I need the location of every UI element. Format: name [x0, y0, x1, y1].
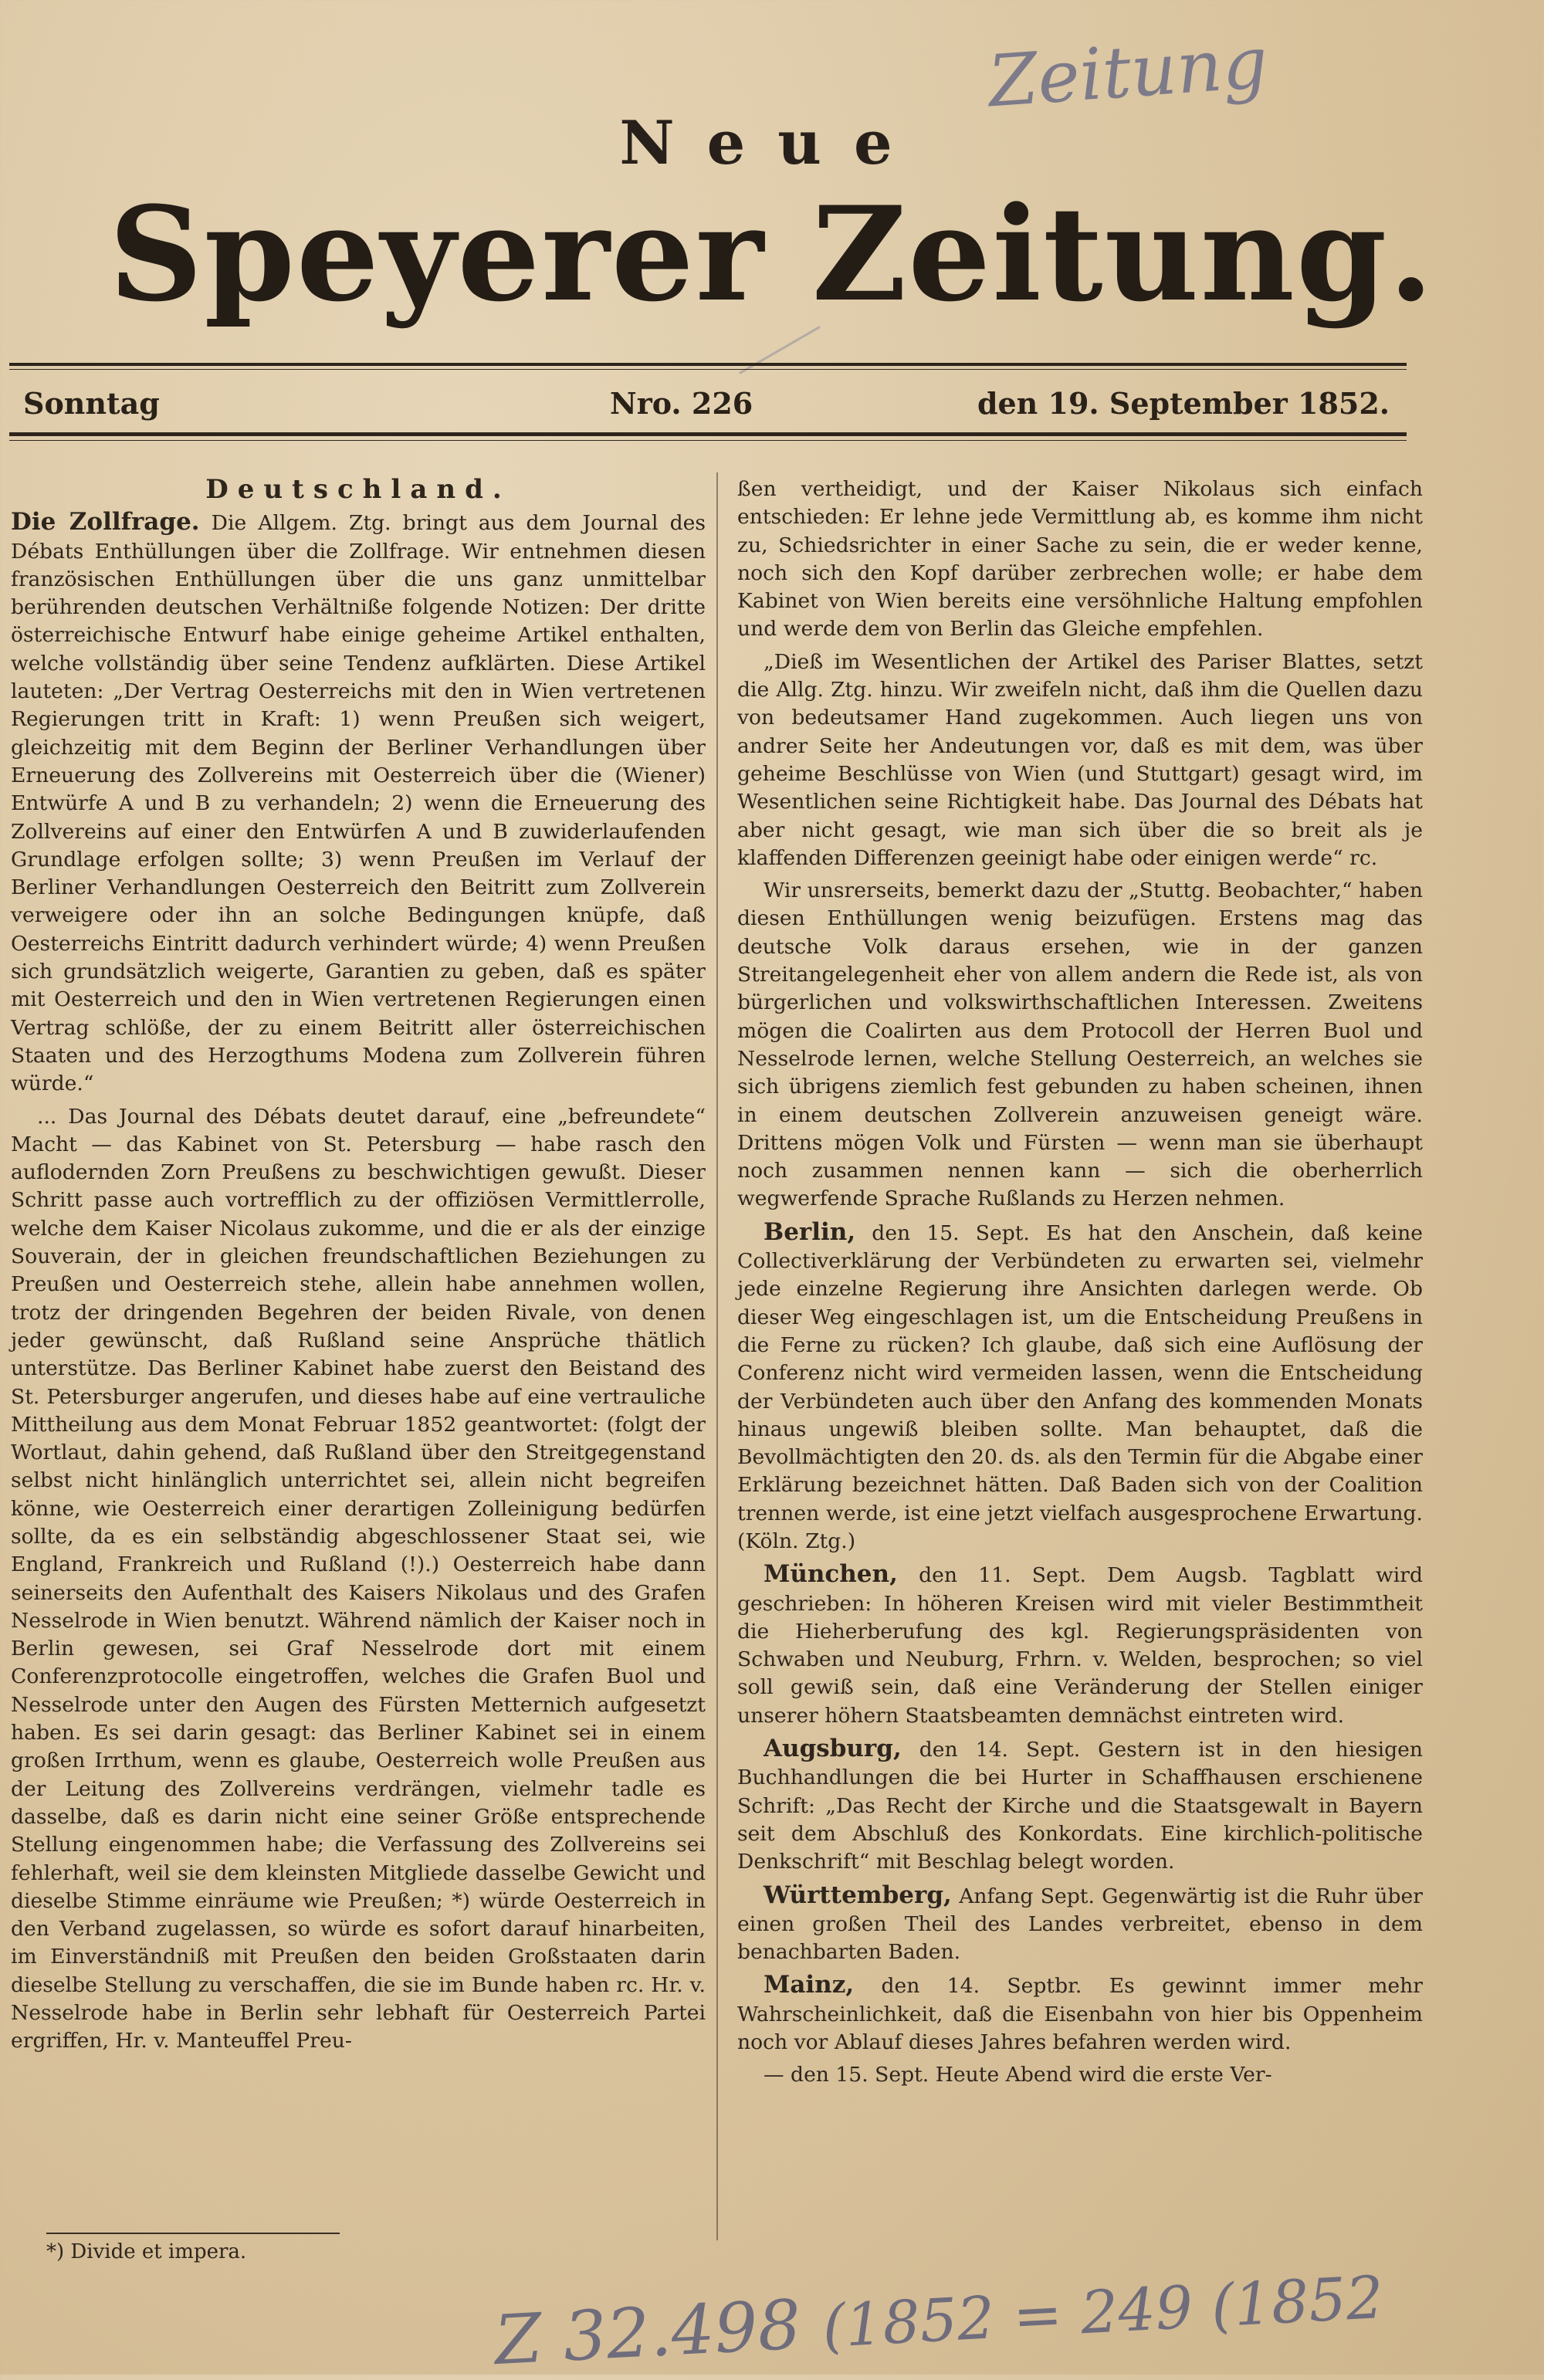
article-text: den 15. Sept. Es hat den Anschein, daß keine Collectiverklärung der Verbündeten zu erwarten sei, vielmehr jede einzelne Regierung ihre Ansichten darlegen werde. Ob dieser Weg eingeschlagen ist, um die Entscheidung Preußens in die Ferne zu rücken? Ich glaube, daß sich eine Auflösung der Conferenz nicht wird vermeiden lassen, wenn die Entscheidung der Verbündeten auch über den Anfang des kommenden Monats hinaus ungewiß bleiben sollte. Man behauptet, daß die Bevollmächtigten den 20. ds. als den Termin für die Abgabe einer Erklärung bezeichnet hätten. Daß Baden sich von der Coalition trennen werde, ist eine jetzt vielfach ausgesprochene Erwartung. (Köln. Ztg.) — [737, 1220, 1423, 1553]
article-augsburg — [737, 1735, 1423, 1876]
issue-number: Nro. 226 — [610, 386, 753, 421]
footnote: *) Divide et impera. — [46, 2240, 247, 2263]
article-keyword: Augsburg, — [764, 1735, 902, 1763]
top-rule-thin — [9, 369, 1407, 370]
article-text: den 14. Septbr. Es gewinnt immer mehr Wahrscheinlichkeit, daß die Eisenbahn von hier bis Oppenheim noch vor Ablauf dieses Jahres befahren werden wird. — [737, 1974, 1423, 2055]
dateline — [23, 386, 1390, 432]
masthead-line1: Neue — [619, 108, 925, 178]
article-paragraph: ... Das Journal des Débats deutet darauf, eine „befreundete“ Macht — das Kabinet von St. Petersburg — habe rasch den auflodernden Zorn Preußens zu beschwichtigen gewußt. Dieser Schritt passe auch vortrefflich zu der offiziösen Vermittlerrolle, welche dem Kaiser Nicolaus zukomme, und die er als der einzige Souverain, der in gleichen freundschaftlichen Beziehungen zu Preußen und Oesterreich stehe, allein habe annehmen wollen, trotz der dringenden Begehren der beiden Rivale, von denen jeder gewünscht, daß Rußland seine Ansprüche thätlich unterstütze. Das Berliner Kabinet habe zuerst den Beistand des St. Petersburger angerufen, und dieses habe auf eine vertrauliche Mittheilung aus dem Monat Februar 1852 geantwortet: (folgt der Wortlaut, dahin gehend, daß Rußland über den Streitgegenstand selbst nicht hinlänglich unterrichtet sei, allein nicht begreifen könne, wie Oesterreich einer derartigen Zolleinigung bedürfen sollte, da es ein selbständig abgeschlossener Staat sei, wie England, Frankreich und Rußland (!).) Oesterreich habe dann seinerseits den Aufenthalt des Kaisers Nikolaus und des Grafen Nesselrode in Wien benutzt. Während nämlich der Kaiser noch in Berlin gewesen, sei Graf Nesselrode dort mit einem Conferenzprotocolle eingetroffen, welches die Grafen Buol und Nesselrode unter den Augen des Fürsten Metternich aufgesetzt haben. Es sei darin gesagt: das Berliner Kabinet sei in einem großen Irrthum, wenn es glaube, Oesterreich wolle Preußen aus der Leitung des Zollvereins verdrängen, vielmehr tadle es dasselbe, daß es darin nicht eine seiner Größe entsprechende Stellung eingenommen habe; die Verfassung des Zollvereins sei fehlerhaft, weil sie dem kleinsten Mitgliede dasselbe Gewicht und dieselbe Stimme einräume wie Preußen; *) würde Oesterreich in den Verband zugelassen, so würde es sofort darauf hinarbeiten, im Einverständniß mit Preußen den beiden Großstaaten darin dieselbe Stellung zu verschaffen, die sie im Bunde haben rc. Hr. v. Nesselrode habe in Berlin sehr lebhaft für Oesterreich Partei ergriffen, Hr. v. Manteuffel Preu- — [11, 1104, 706, 2053]
section-heading: Deutschland. — [205, 474, 511, 505]
article-text: Die Allgem. Ztg. bringt aus dem Journal des Débats Enthüllungen über die Zollfrage. Wir entnehmen diesen französischen Enthüllungen über die uns ganz unmittelbar berührenden deutschen Verhältniße folgende Notizen: Der dritte österreichische Entwurf habe einige geheime Artikel enthalten, welche vollständig über seine Tendenz aufklärten. Diese Artikel lauteten: „Der Vertrag Oesterreichs mit den in Wien vertretenen Regierungen tritt in Kraft: 1) wenn Preußen sich weigert, gleichzeitig mit dem Beginn der Berliner Verhandlungen über Erneuerung des Zollvereins mit Oesterreich über die (Wiener) Entwürfe A und B zu verhandeln; 2) wenn die Erneuerung des Zollvereins auf einer den Entwürfen A und B zuwiderlaufenden Grundlage erfolgen sollte; 3) wenn Preußen im Verlauf der Berliner Verhandlungen Oesterreich den Beitritt zum Zollverein verweigere oder ihn an solche Bedingungen knüpfe, daß Oesterreichs Eintritt dadurch verhindert würde; 4) wenn Preußen sich grundsätzlich weigerte, Garantien zu geben, daß es später mit Oesterreich und den in Wien vertretenen Regierungen einen Vertrag schlöße, der zu einem Beitritt aller österreichischen Staaten und des Herzogthums Modena zum Zollverein führen würde.“ — [11, 511, 706, 1096]
article-paragraph: Wir unsrerseits, bemerkt dazu der „Stuttg. Beobachter,“ haben diesen Enthüllungen wenig beizufügen. Erstens mag das deutsche Volk daraus ersehen, wie in der ganzen Streitangelegenheit eher von allem andern die Rede ist, als von bürgerlichen und volkswirthschaftlichen Interessen. Zweitens mögen die Coalirten aus dem Protocoll der Herren Buol und Nesselrode lernen, welche Stellung Oesterreich, an welches sie sich übrigens ziemlich fest gebunden zu haben scheinen, ihnen in einem deutschen Zollverein anzuweisen geneigt wäre. Drittens mögen Volk und Fürsten — wenn man sie überhaupt noch zusammen nennen kann — sich die oberherrlich wegwerfende Sprache Rußlands zu Herzen nehmen. — [737, 879, 1423, 1211]
weekday: Sonntag — [23, 386, 160, 421]
issue-date: den 19. September 1852. — [977, 386, 1390, 421]
right-column — [737, 476, 1423, 2094]
shelfmark-number: Z 32.498 — [493, 2284, 803, 2380]
article-wuerttemberg — [737, 1881, 1423, 1967]
article-text: den 14. Sept. Gestern ist in den hiesigen Buchhandlungen die bei Hurter in Schaffhausen erschienene Schrift: „Das Recht der Kirche und die Staatsgewalt in Bayern seit dem Abschluß des Konkordats. Eine kirchlich-politische Denkschrift“ mit Beschlag belegt worden. — [737, 1738, 1423, 1874]
article-keyword: München, — [764, 1560, 898, 1589]
footnote-rule — [46, 2233, 340, 2234]
article-zollfrage — [11, 508, 706, 1098]
article-keyword: Die Zollfrage. — [11, 508, 200, 537]
article-paragraph: „Dieß im Wesentlichen der Artikel des Pariser Blattes, setzt die Allg. Ztg. hinzu. Wir zweifeln nicht, daß ihm die Quellen dazu von bedeutsamer Hand zugekommen. Auch liegen uns von andrer Seite her Andeutungen vor, daß es mit dem, was über geheime Beschlüsse von Wien (und Stuttgart) gesagt wird, im Wesentlichen seine Richtigkeit habe. Das Journal des Débats hat aber nicht gesagt, wie man sich über die so breit als je klaffenden Differenzen geeinigt habe oder einigen werde“ rc. — [737, 649, 1423, 870]
left-column — [11, 476, 706, 2060]
masthead-title: Speyerer Zeitung. — [109, 178, 1435, 330]
article-berlin — [737, 1218, 1423, 1556]
article-mainz — [737, 1971, 1423, 2057]
top-rule — [9, 363, 1407, 366]
handwritten-shelfmark — [493, 2254, 1385, 2380]
article-keyword: Mainz, — [764, 1971, 855, 1999]
article-paragraph: ßen vertheidigt, und der Kaiser Nikolaus sich einfach entschieden: Er lehne jede Vermittlung ab, es komme ihm nicht zu, Schiedsrichter in einer Sache zu sein, die er weder kenne, noch sich den Kopf darüber zerbrechen wolle; er habe dem Kabinet von Wien bereits eine versöhnliche Haltung empfohlen und werde dem von Berlin das Gleiche empfehlen. — [737, 477, 1423, 642]
article-text: den 11. Sept. Dem Augsb. Tagblatt wird geschrieben: In höheren Kreisen wird mit vieler Bestimmtheit die Hieherberufung des kgl. Regierungspräsidenten von Schwaben und Neuburg, Frhrn. v. Welden, besprochen; so viel soll gewiß sein, daß eine Veränderung der Stellen einiger unserer höhern Staatsbeamten demnächst eintreten wird. — [737, 1563, 1423, 1728]
handwritten-note: Zeitung — [985, 21, 1271, 124]
article-keyword: Württemberg, — [764, 1881, 952, 1909]
article-muenchen — [737, 1560, 1423, 1730]
shelfmark-years: (1852 = 249 (1852 — [821, 2262, 1386, 2361]
dateline-rule — [9, 432, 1407, 436]
dateline-rule-thin — [9, 440, 1407, 441]
article-paragraph: — den 15. Sept. Heute Abend wird die erste Ver- — [764, 2063, 1272, 2087]
article-keyword: Berlin, — [764, 1217, 856, 1246]
column-divider — [716, 472, 718, 2240]
article-text: Anfang Sept. Gegenwärtig ist die Ruhr über einen großen Theil des Landes verbreitet, ebenso in dem benachbarten Baden. — [737, 1884, 1423, 1965]
